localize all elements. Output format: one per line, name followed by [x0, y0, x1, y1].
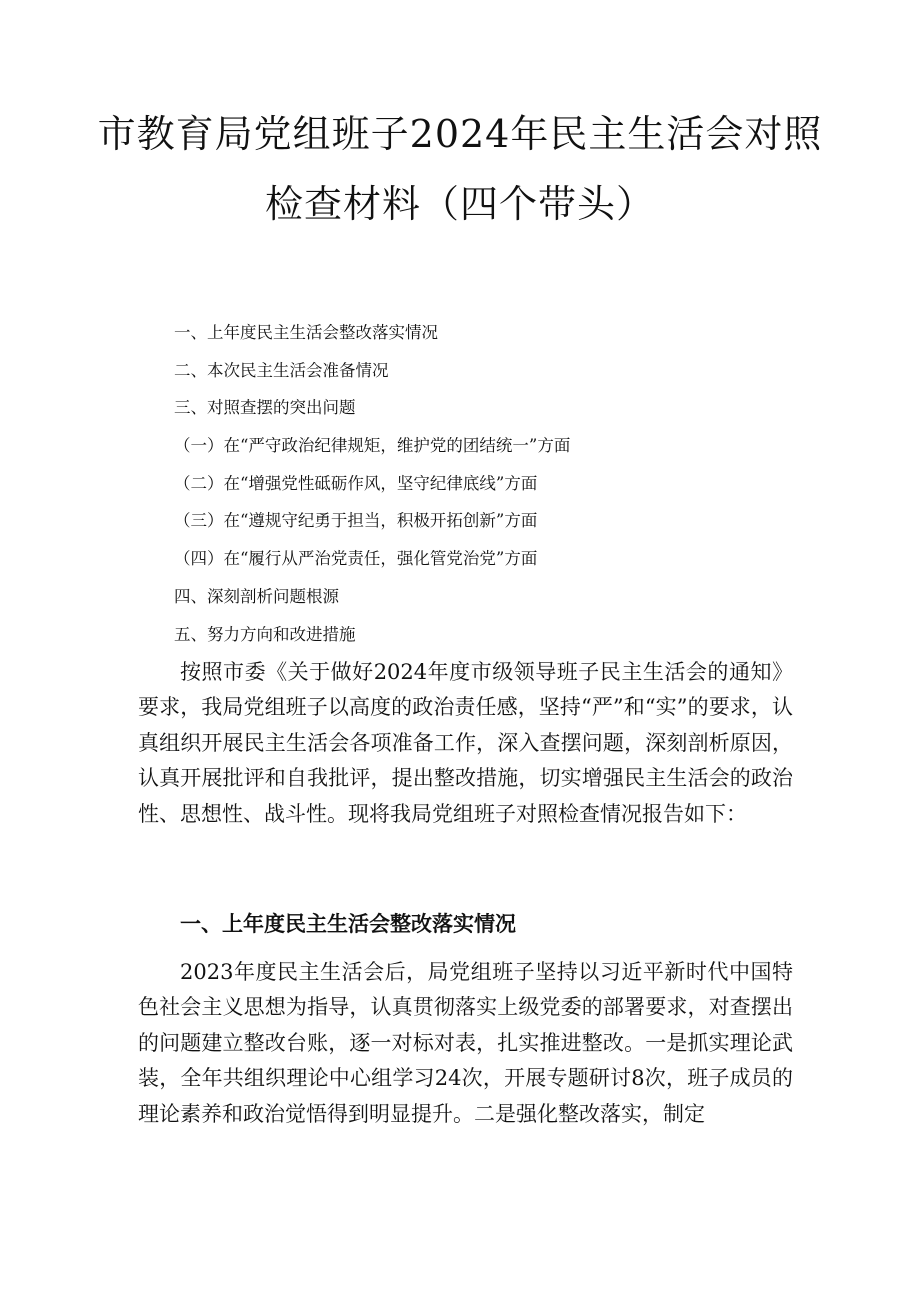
toc-item: （一）在“严守政治纪律规矩，维护党的团结统一”方面: [174, 436, 571, 456]
toc-item: 一、上年度民主生活会整改落实情况: [174, 323, 438, 342]
document-title-line-2: 检查材料（四个带头）: [264, 182, 655, 226]
document-title-line-1: 市教育局党组班子2024年民主生活会对照: [97, 112, 823, 156]
intro-paragraph: 按照市委《关于做好2024年度市级领导班子民主生活会的通知》要求，我局党组班子以高度的政治责任感，坚持“严”和“实”的要求，认真组织开展民主生活会各项准备工作，深入查摆问题，深刻剖析原因，认真开展批评和自我批评，提出整改措施，切实增强民主生活会的政治性、思想性、战斗性。现将我局党组班子对照检查情况报告如下：: [138, 660, 793, 826]
toc-item: （三）在“遵规守纪勇于担当，积极开拓创新”方面: [174, 511, 538, 531]
toc-item: 五、努力方向和改进措施: [174, 624, 356, 644]
toc-item: （二）在“增强党性砥砺作风，坚守纪律底线”方面: [174, 473, 538, 493]
toc-item: 四、深刻剖析问题根源: [174, 586, 339, 606]
toc-item: 二、本次民主生活会准备情况: [174, 360, 389, 380]
toc-item: 三、对照查摆的突出问题: [174, 398, 356, 418]
toc-item: （四）在“履行从严治党责任，强化管党治党”方面: [174, 549, 538, 569]
section-1-paragraph: 2023年度民主生活会后，局党组班子坚持以习近平新时代中国特色社会主义思想为指导，认真贯彻落实上级党委的部署要求，对查摆出的问题建立整改台账，逐一对标对表，扎实推进整改。一是抓实理论武装，全年共组织理论中心组学习24次，开展专题研讨8次，班子成员的理论素养和政治觉悟得到明显提升。二是强化整改落实，制定: [138, 960, 793, 1126]
section-heading-1: 一、上年度民主生活会整改落实情况: [180, 911, 516, 936]
table-of-contents: [174, 320, 814, 659]
